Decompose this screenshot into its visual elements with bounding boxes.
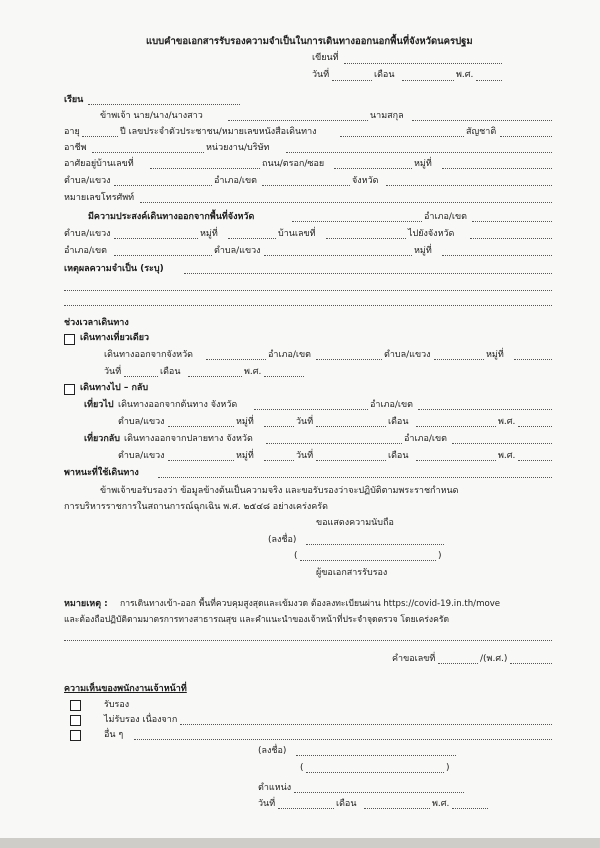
intent-moo-field[interactable] xyxy=(228,238,276,239)
moo-field[interactable] xyxy=(442,168,552,169)
dest-subdistrict-label: ตำบล/แขวง xyxy=(214,246,261,256)
district-label: อำเภอ/เขต xyxy=(214,176,257,186)
occupation-label: อาชีพ xyxy=(64,143,87,153)
address-label: อาศัยอยู่บ้านเลขที่ xyxy=(64,159,134,169)
officer-month-field[interactable] xyxy=(364,808,430,809)
oneway-date-label: วันที่ xyxy=(104,367,122,377)
intent-moo-label: หมู่ที่ xyxy=(200,229,218,239)
other-field[interactable] xyxy=(134,739,552,740)
intent-subdistrict-field[interactable] xyxy=(114,238,198,239)
applicant-sign-label: (ลงชื่อ) xyxy=(268,535,297,545)
name-prefix-label: ข้าพเจ้า นาย/นาง/นางสาว xyxy=(100,111,203,121)
return-moo-field[interactable] xyxy=(264,460,294,461)
request-year-field[interactable] xyxy=(510,663,552,664)
return-subdistrict-field[interactable] xyxy=(168,460,234,461)
outbound-label: เที่ยวไป xyxy=(84,400,114,410)
outbound-month-label: เดือน xyxy=(388,417,409,427)
officer-sign-label: (ลงชื่อ) xyxy=(258,746,287,756)
id-label: ปี เลขประจำตัวประชาชน/หมายเลขหนังสือเดินทาง xyxy=(120,127,317,137)
nationality-field[interactable] xyxy=(500,136,552,137)
vehicle-label: พาหนะที่ใช้เดินทาง xyxy=(64,468,139,478)
return-text: เดินทางออกจากปลายทาง จังหวัด xyxy=(124,434,253,444)
return-label: เที่ยวกลับ xyxy=(84,434,121,444)
intent-subdistrict-label: ตำบล/แขวง xyxy=(64,229,111,239)
header-date-field[interactable] xyxy=(332,80,372,81)
road-field[interactable] xyxy=(334,168,412,169)
outbound-district-field[interactable] xyxy=(418,409,552,410)
dest-district-field[interactable] xyxy=(114,255,212,256)
reason-line-2[interactable] xyxy=(64,290,552,291)
written-at-field[interactable] xyxy=(344,63,502,64)
phone-label: หมายเลขโทรศัพท์ xyxy=(64,193,135,203)
house-no-label: บ้านเลขที่ xyxy=(278,229,316,239)
travel-period-heading: ช่วงเวลาเดินทาง xyxy=(64,318,129,328)
officer-name-field[interactable] xyxy=(306,772,444,773)
outbound-moo-field[interactable] xyxy=(264,426,294,427)
oneway-month-label: เดือน xyxy=(160,367,181,377)
oneway-subdistrict-label: ตำบล/แขวง xyxy=(384,350,431,360)
header-year-field[interactable] xyxy=(476,80,502,81)
written-at-label: เขียนที่ xyxy=(312,53,339,63)
intent-district-field[interactable] xyxy=(472,221,552,222)
applicant-sign-field[interactable] xyxy=(306,544,444,545)
outbound-subdistrict-field[interactable] xyxy=(168,426,234,427)
outbound-date-field[interactable] xyxy=(316,426,386,427)
form-title: แบบคำขอเอกสารรับรองความจำเป็นในการเดินทางออกนอกพื้นที่จังหวัดนครปฐม xyxy=(146,36,473,47)
nationality-label: สัญชาติ xyxy=(466,127,497,137)
oneway-from-label: เดินทางออกจากจังหวัด xyxy=(104,350,193,360)
certify-line-2: การบริหารราชการในสถานการณ์ฉุกเฉิน พ.ศ. ๒๕๔๘ อย่างเคร่งครัด xyxy=(64,502,328,512)
officer-year-label: พ.ศ. xyxy=(432,799,450,809)
officer-paren-open: ( xyxy=(300,763,304,773)
dest-moo-field[interactable] xyxy=(442,255,552,256)
approve-label: รับรอง xyxy=(104,700,130,710)
intent-province-field[interactable] xyxy=(292,221,422,222)
position-field[interactable] xyxy=(294,792,464,793)
oneway-subdistrict-field[interactable] xyxy=(434,359,484,360)
header-month-label: เดือน xyxy=(374,70,395,80)
surname-field[interactable] xyxy=(412,120,552,121)
workplace-field[interactable] xyxy=(286,152,552,153)
trust-text: ขอแสดงความนับถือ xyxy=(316,518,394,528)
return-month-field[interactable] xyxy=(416,460,496,461)
oneway-district-field[interactable] xyxy=(316,359,382,360)
workplace-label: หน่วยงาน/บริษัท xyxy=(206,143,270,153)
return-moo-label: หมู่ที่ xyxy=(236,451,254,461)
to-province-label: ไปยังจังหวัด xyxy=(408,229,455,239)
outbound-text: เดินทางออกจากต้นทาง จังหวัด xyxy=(118,400,238,410)
certify-line-1: ข้าพเจ้าขอรับรองว่า ข้อมูลข้างต้นเป็นความจริง และขอรับรองว่าจะปฏิบัติตามพระราชกำหนด xyxy=(100,486,459,496)
dest-district-label: อำเภอ/เขต xyxy=(64,246,107,256)
to-province-field[interactable] xyxy=(470,238,552,239)
subject-label: เรียน xyxy=(64,95,84,105)
page-bottom-edge xyxy=(0,838,600,848)
reject-reason-field[interactable] xyxy=(180,724,552,725)
round-trip-label: เดินทางไป – กลับ xyxy=(80,383,149,393)
applicant-role: ผู้ขอเอกสารรับรอง xyxy=(316,568,388,578)
vehicle-field[interactable] xyxy=(158,477,552,478)
age-field[interactable] xyxy=(82,136,118,137)
officer-date-field[interactable] xyxy=(278,808,334,809)
officer-heading: ความเห็นของพนักงานเจ้าหน้าที่ xyxy=(64,684,187,694)
return-year-field[interactable] xyxy=(518,460,552,461)
oneway-moo-field[interactable] xyxy=(514,359,552,360)
other-label: อื่น ๆ xyxy=(104,730,124,740)
approve-checkbox[interactable] xyxy=(70,700,81,711)
outbound-date-label: วันที่ xyxy=(296,417,314,427)
one-way-label: เดินทางเที่ยวเดียว xyxy=(80,333,150,343)
oneway-from-field[interactable] xyxy=(206,359,266,360)
reason-line-3[interactable] xyxy=(64,305,552,306)
occupation-field[interactable] xyxy=(92,152,204,153)
outbound-moo-label: หมู่ที่ xyxy=(236,417,254,427)
intent-label: มีความประสงค์เดินทางออกจากพื้นที่จังหวัด xyxy=(88,212,255,222)
reject-label: ไม่รับรอง เนื่องจาก xyxy=(104,715,178,725)
return-date-field[interactable] xyxy=(316,460,386,461)
oneway-year-field[interactable] xyxy=(264,376,304,377)
outbound-year-field[interactable] xyxy=(518,426,552,427)
officer-year-field[interactable] xyxy=(452,808,488,809)
request-no-field[interactable] xyxy=(438,663,478,664)
header-year-label: พ.ศ. xyxy=(456,70,474,80)
return-subdistrict-label: ตำบล/แขวง xyxy=(118,451,165,461)
officer-month-label: เดือน xyxy=(336,799,357,809)
reason-label: เหตุผลความจำเป็น (ระบุ) xyxy=(64,264,164,274)
intent-district-label: อำเภอ/เขต xyxy=(424,212,467,222)
applicant-name-field[interactable] xyxy=(300,560,436,561)
province-field[interactable] xyxy=(386,185,552,186)
phone-field[interactable] xyxy=(140,202,552,203)
return-year-label: พ.ศ. xyxy=(498,451,516,461)
subject-field[interactable] xyxy=(88,104,240,105)
oneway-district-label: อำเภอ/เขต xyxy=(268,350,311,360)
province-label: จังหวัด xyxy=(352,176,379,186)
dest-moo-label: หมู่ที่ xyxy=(414,246,432,256)
reject-checkbox[interactable] xyxy=(70,715,81,726)
header-month-field[interactable] xyxy=(402,80,454,81)
return-date-label: วันที่ xyxy=(296,451,314,461)
round-trip-checkbox[interactable] xyxy=(64,384,75,395)
oneway-date-field[interactable] xyxy=(124,376,158,377)
age-label: อายุ xyxy=(64,127,80,137)
oneway-month-field[interactable] xyxy=(188,376,242,377)
outbound-subdistrict-label: ตำบล/แขวง xyxy=(118,417,165,427)
house-no-field[interactable] xyxy=(326,238,406,239)
request-no-label: คำขอเลขที่ xyxy=(392,654,436,664)
note-separator xyxy=(64,640,552,641)
outbound-month-field[interactable] xyxy=(416,426,496,427)
oneway-moo-label: หมู่ที่ xyxy=(486,350,504,360)
header-date-label: วันที่ xyxy=(312,70,330,80)
return-district-label: อำเภอ/เขต xyxy=(404,434,447,444)
subdistrict-label: ตำบล/แขวง xyxy=(64,176,111,186)
applicant-paren-close: ) xyxy=(438,551,442,561)
oneway-year-label: พ.ศ. xyxy=(244,367,262,377)
dest-subdistrict-field[interactable] xyxy=(264,255,412,256)
officer-sign-field[interactable] xyxy=(296,755,456,756)
outbound-district-label: อำเภอ/เขต xyxy=(370,400,413,410)
position-label: ตำแหน่ง xyxy=(258,783,292,793)
return-province-field[interactable] xyxy=(266,443,402,444)
other-checkbox[interactable] xyxy=(70,730,81,741)
outbound-year-label: พ.ศ. xyxy=(498,417,516,427)
officer-date-label: วันที่ xyxy=(258,799,276,809)
road-label: ถนน/ตรอก/ซอย xyxy=(262,159,325,169)
applicant-paren-open: ( xyxy=(294,551,298,561)
one-way-checkbox[interactable] xyxy=(64,334,75,345)
note-line-2: และต้องถือปฏิบัติตามมาตรการทางสาธารณสุข และคำแนะนำของเจ้าหน้าที่ประจำจุดตรวจ โดยเคร่งครัด xyxy=(64,615,450,625)
id-field[interactable] xyxy=(340,136,464,137)
moo-label: หมู่ที่ xyxy=(414,159,432,169)
reason-field[interactable] xyxy=(184,273,552,274)
note-label: หมายเหตุ : xyxy=(64,599,108,609)
note-line-1: การเดินทางเข้า-ออก พื้นที่ควบคุมสูงสุดและเข้มงวด ต้องลงทะเบียนผ่าน https://covid-19.in.th/move xyxy=(120,599,501,609)
return-month-label: เดือน xyxy=(388,451,409,461)
outbound-province-field[interactable] xyxy=(254,409,368,410)
name-field[interactable] xyxy=(228,120,368,121)
district-field[interactable] xyxy=(262,185,350,186)
address-field[interactable] xyxy=(150,168,260,169)
subdistrict-field[interactable] xyxy=(114,185,212,186)
surname-label: นามสกุล xyxy=(370,111,404,121)
officer-paren-close: ) xyxy=(446,763,450,773)
return-district-field[interactable] xyxy=(452,443,552,444)
request-no-suffix: /(พ.ศ.) xyxy=(480,654,508,664)
